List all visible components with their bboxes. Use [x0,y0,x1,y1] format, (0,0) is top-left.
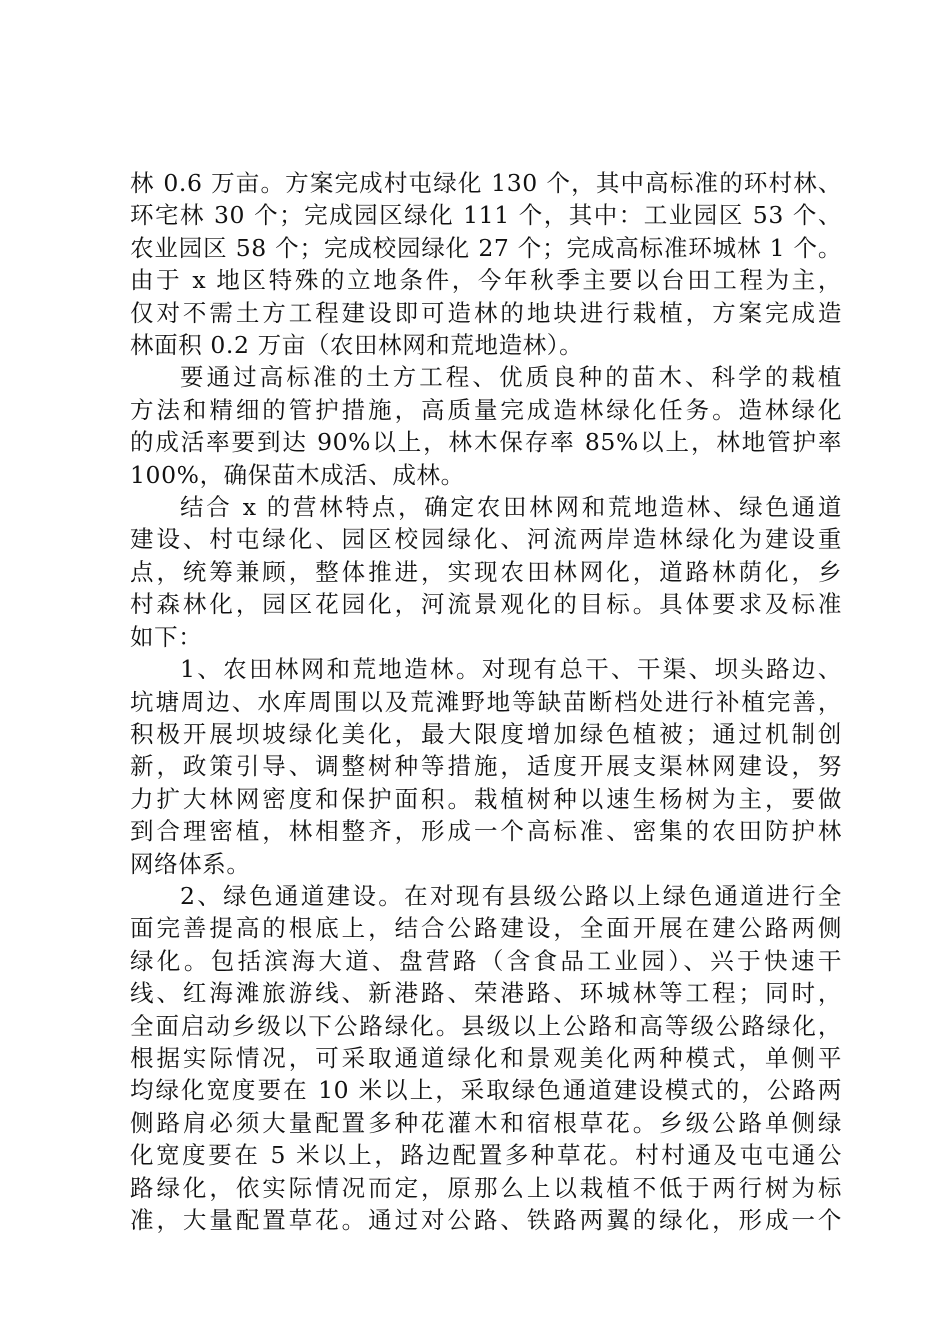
text-line: 由于 x 地区特殊的立地条件，今年秋季主要以台田工程为主， [130,266,842,295]
text-line: 化宽度要在 5 米以上，路边配置多种草花。村村通及屯屯通公 [130,1141,842,1170]
text-line: 林 0.6 万亩。方案完成村屯绿化 130 个，其中高标准的环村林、 [130,169,842,197]
text-line: 侧路肩必须大量配置多种花灌木和宿根草花。乡级公路单侧绿 [130,1108,842,1137]
text-line: 村森林化，园区花园化，河流景观化的目标。具体要求及标准 [130,590,842,619]
text-line: 坑塘周边、水库周围以及荒滩野地等缺苗断档处进行补植完善， [130,687,842,716]
paragraph-4 [130,653,842,880]
text-line: 准，大量配置草花。通过对公路、铁路两翼的绿化，形成一个 [130,1206,842,1234]
text-line: 1、农田林网和荒地造林。对现有总干、干渠、坝头路边、 [180,655,842,684]
text-line: 如下： [130,622,203,651]
text-line: 力扩大林网密度和保护面积。栽植树种以速生杨树为主，要做 [130,784,842,813]
text-line: 根据实际情况，可采取通道绿化和景观美化两种模式，单侧平 [130,1043,842,1072]
text-line: 方法和精细的管护措施，高质量完成造林绿化任务。造林绿化 [130,395,842,424]
text-line: 线、红海滩旅游线、新港路、荣港路、环城林等工程；同时， [130,979,842,1008]
text-line: 新，政策引导、调整树种等措施，适度开展支渠林网建设，努 [130,752,842,781]
text-line: 环宅林 30 个；完成园区绿化 111 个，其中：工业园区 53 个、 [130,201,842,230]
text-line: 积极开展坝坡绿化美化，最大限度增加绿色植被；通过机制创 [130,719,842,748]
text-line: 点，统筹兼顾，整体推进，实现农田林网化，道路林荫化，乡 [130,557,842,586]
paragraph-5 [130,880,842,1236]
text-line: 农业园区 58 个；完成校园绿化 27 个；完成高标准环城林 1 个。 [130,233,842,262]
text-line: 全面启动乡级以下公路绿化。县级以上公路和高等级公路绿化， [130,1011,842,1040]
text-line: 仅对不需土方工程建设即可造林的地块进行栽植，方案完成造 [130,298,842,327]
paragraph-1 [130,167,842,361]
text-line: 100%，确保苗木成活、成林。 [130,460,465,489]
text-line: 2、绿色通道建设。在对现有县级公路以上绿色通道进行全 [180,881,842,910]
text-line: 结合 x 的营林特点，确定农田林网和荒地造林、绿色通道 [180,493,842,522]
text-line: 到合理密植，林相整齐，形成一个高标准、密集的农田防护林 [130,817,842,846]
text-line: 网络体系。 [130,849,251,878]
text-line: 林面积 0.2 万亩（农田林网和荒地造林）。 [130,331,584,360]
paragraph-3 [130,491,842,653]
text-line: 均绿化宽度要在 10 米以上，采取绿色通道建设模式的，公路两 [130,1076,842,1105]
text-line: 面完善提高的根底上，结合公路建设，全面开展在建公路两侧 [130,914,842,943]
text-line: 要通过高标准的土方工程、优质良种的苗木、科学的栽植 [180,363,842,392]
text-line: 路绿化，依实际情况而定，原那么上以栽植不低于两行树为标 [130,1173,842,1202]
text-line: 的成活率要到达 90%以上，林木保存率 85%以上，林地管护率 [130,428,842,457]
text-line: 绿化。包括滨海大道、盘营路（含食品工业园）、兴于快速干 [130,946,842,975]
text-line: 建设、村屯绿化、园区校园绿化、河流两岸造林绿化为建设重 [130,525,842,554]
document-body [130,167,842,1236]
paragraph-2 [130,361,842,491]
